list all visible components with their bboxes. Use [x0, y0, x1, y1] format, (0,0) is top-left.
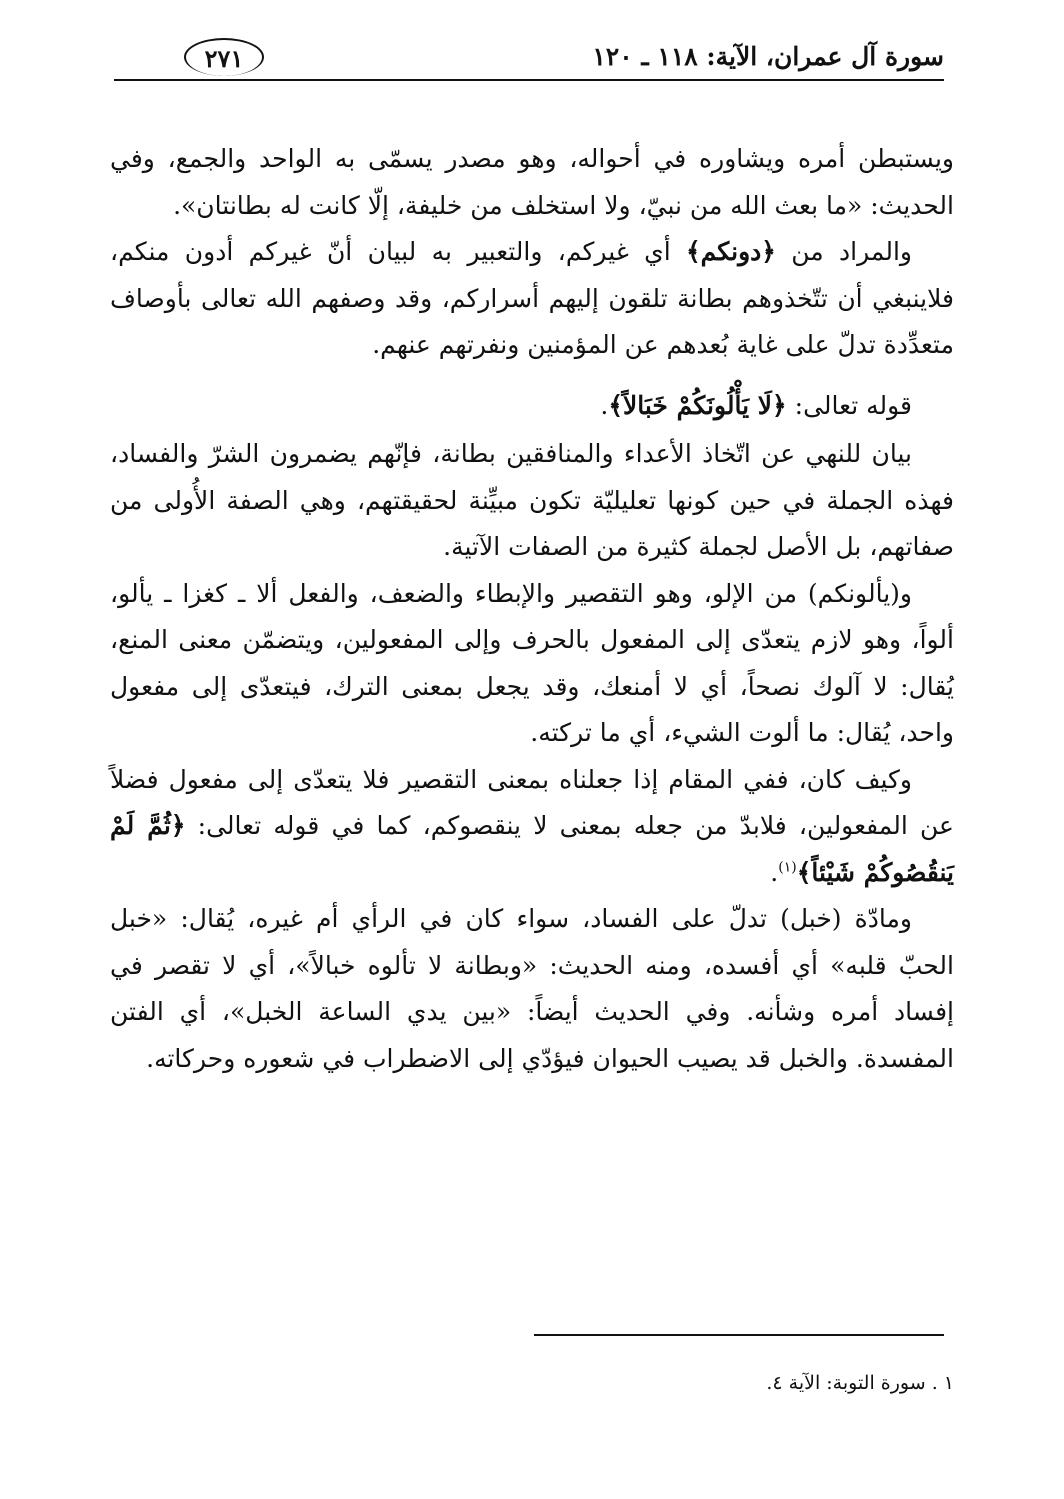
paragraph-4: و(يألونكم) من الإلو، وهو التقصير والإبطاء والضعف، والفعل ألا ـ كغزا ـ يألو، ألواً، وهو لازم يتعدّى إلى المفعول بالحرف وإلى المفعولين، ويتضمّن معنى المنع، يُقال: لا آلوك نصحاً، أي لا أمنعك، وقد يجعل بمعنى الترك، فيتعدّى إلى مفعول واحد، يُقال: ما ألوت الشيء، أي ما تركته.	[110, 578, 954, 747]
paragraph-5-end: .	[770, 857, 779, 887]
body-text	[110, 136, 954, 1082]
paragraph-6: ومادّة (خبل) تدلّ على الفساد، سواء كان في الرأي أم غيره، يُقال: «خبل الحبّ قلبه» أي أفسده، ومنه الحديث: «وبطانة لا تألوه خبالاً»، أي لا تقصر في إفساد أمره وشأنه. وفي الحديث أيضاً: «بين يدي الساعة الخبل»، أي الفتن المفسدة. والخبل قد يصيب الحيوان فيؤدّي إلى الاضطراب في شعوره وحركاته.	[110, 904, 954, 1073]
quran-quote-2: ﴿ثُمَّ لَمْ يَنقُصُوكُمْ شَيْئاً﴾	[110, 811, 954, 887]
paragraph-5	[110, 757, 954, 897]
verse-end: .	[600, 390, 609, 420]
header-rule	[114, 79, 944, 81]
page-header	[114, 38, 944, 82]
footnote-rule	[534, 1334, 944, 1336]
paragraph-3: بيان للنهي عن اتّخاذ الأعداء والمنافقين بطانة، فإنّهم يضمرون الشرّ والفساد، فهذه الجملة في حين كونها تعليليّة تكون مبيِّنة لحقيقتهم، وهي الصفة الأُولى من صفاتهم، بل الأصل لجملة كثيرة من الصفات الآتية.	[110, 439, 954, 561]
paragraph-1: ويستبطن أمره ويشاوره في أحواله، وهو مصدر يسمّى به الواحد والجمع، وفي الحديث: «ما بعث الله من نبيّ، ولا استخلف من خليفة، إلّا كانت له بطانتان».	[110, 144, 954, 220]
footnote: ١ . سورة التوبة: الآية ٤.	[766, 1372, 954, 1394]
quran-quote: ﴿دونكم﴾	[686, 237, 776, 266]
verse-heading	[110, 383, 954, 430]
paragraph-2-rest: أي غيركم، والتعبير به لبيان أنّ غيركم أدون منكم، فلاينبغي أن تتّخذوهم بطانة تلقون إليهم أسراركم، وقد وصفهم الله تعالى بأوصاف متعدِّدة تدلّ على غاية بُعدهم عن المؤمنين ونفرتهم عنهم.	[110, 237, 954, 359]
verse-quote: ﴿لَا يَأْلُونَكُمْ خَبَالاً﴾	[608, 390, 787, 420]
running-title: سورة آل عمران، الآية: ١١٨ ـ ١٢٠	[592, 42, 944, 71]
page-number: ٢٧١	[184, 38, 264, 76]
footnote-reference[interactable]: (١)	[778, 859, 797, 876]
paragraph-5-start: وكيف كان، ففي المقام إذا جعلناه بمعنى التقصير فلا يتعدّى إلى مفعول فضلاً عن المفعولين، فلابدّ من جعله بمعنى لا ينقصوكم، كما في قوله تعالى:	[110, 764, 954, 840]
verse-intro: قوله تعالى:	[786, 390, 912, 420]
paragraph-2	[110, 229, 954, 369]
paragraph-2-start: والمراد من	[775, 237, 912, 266]
